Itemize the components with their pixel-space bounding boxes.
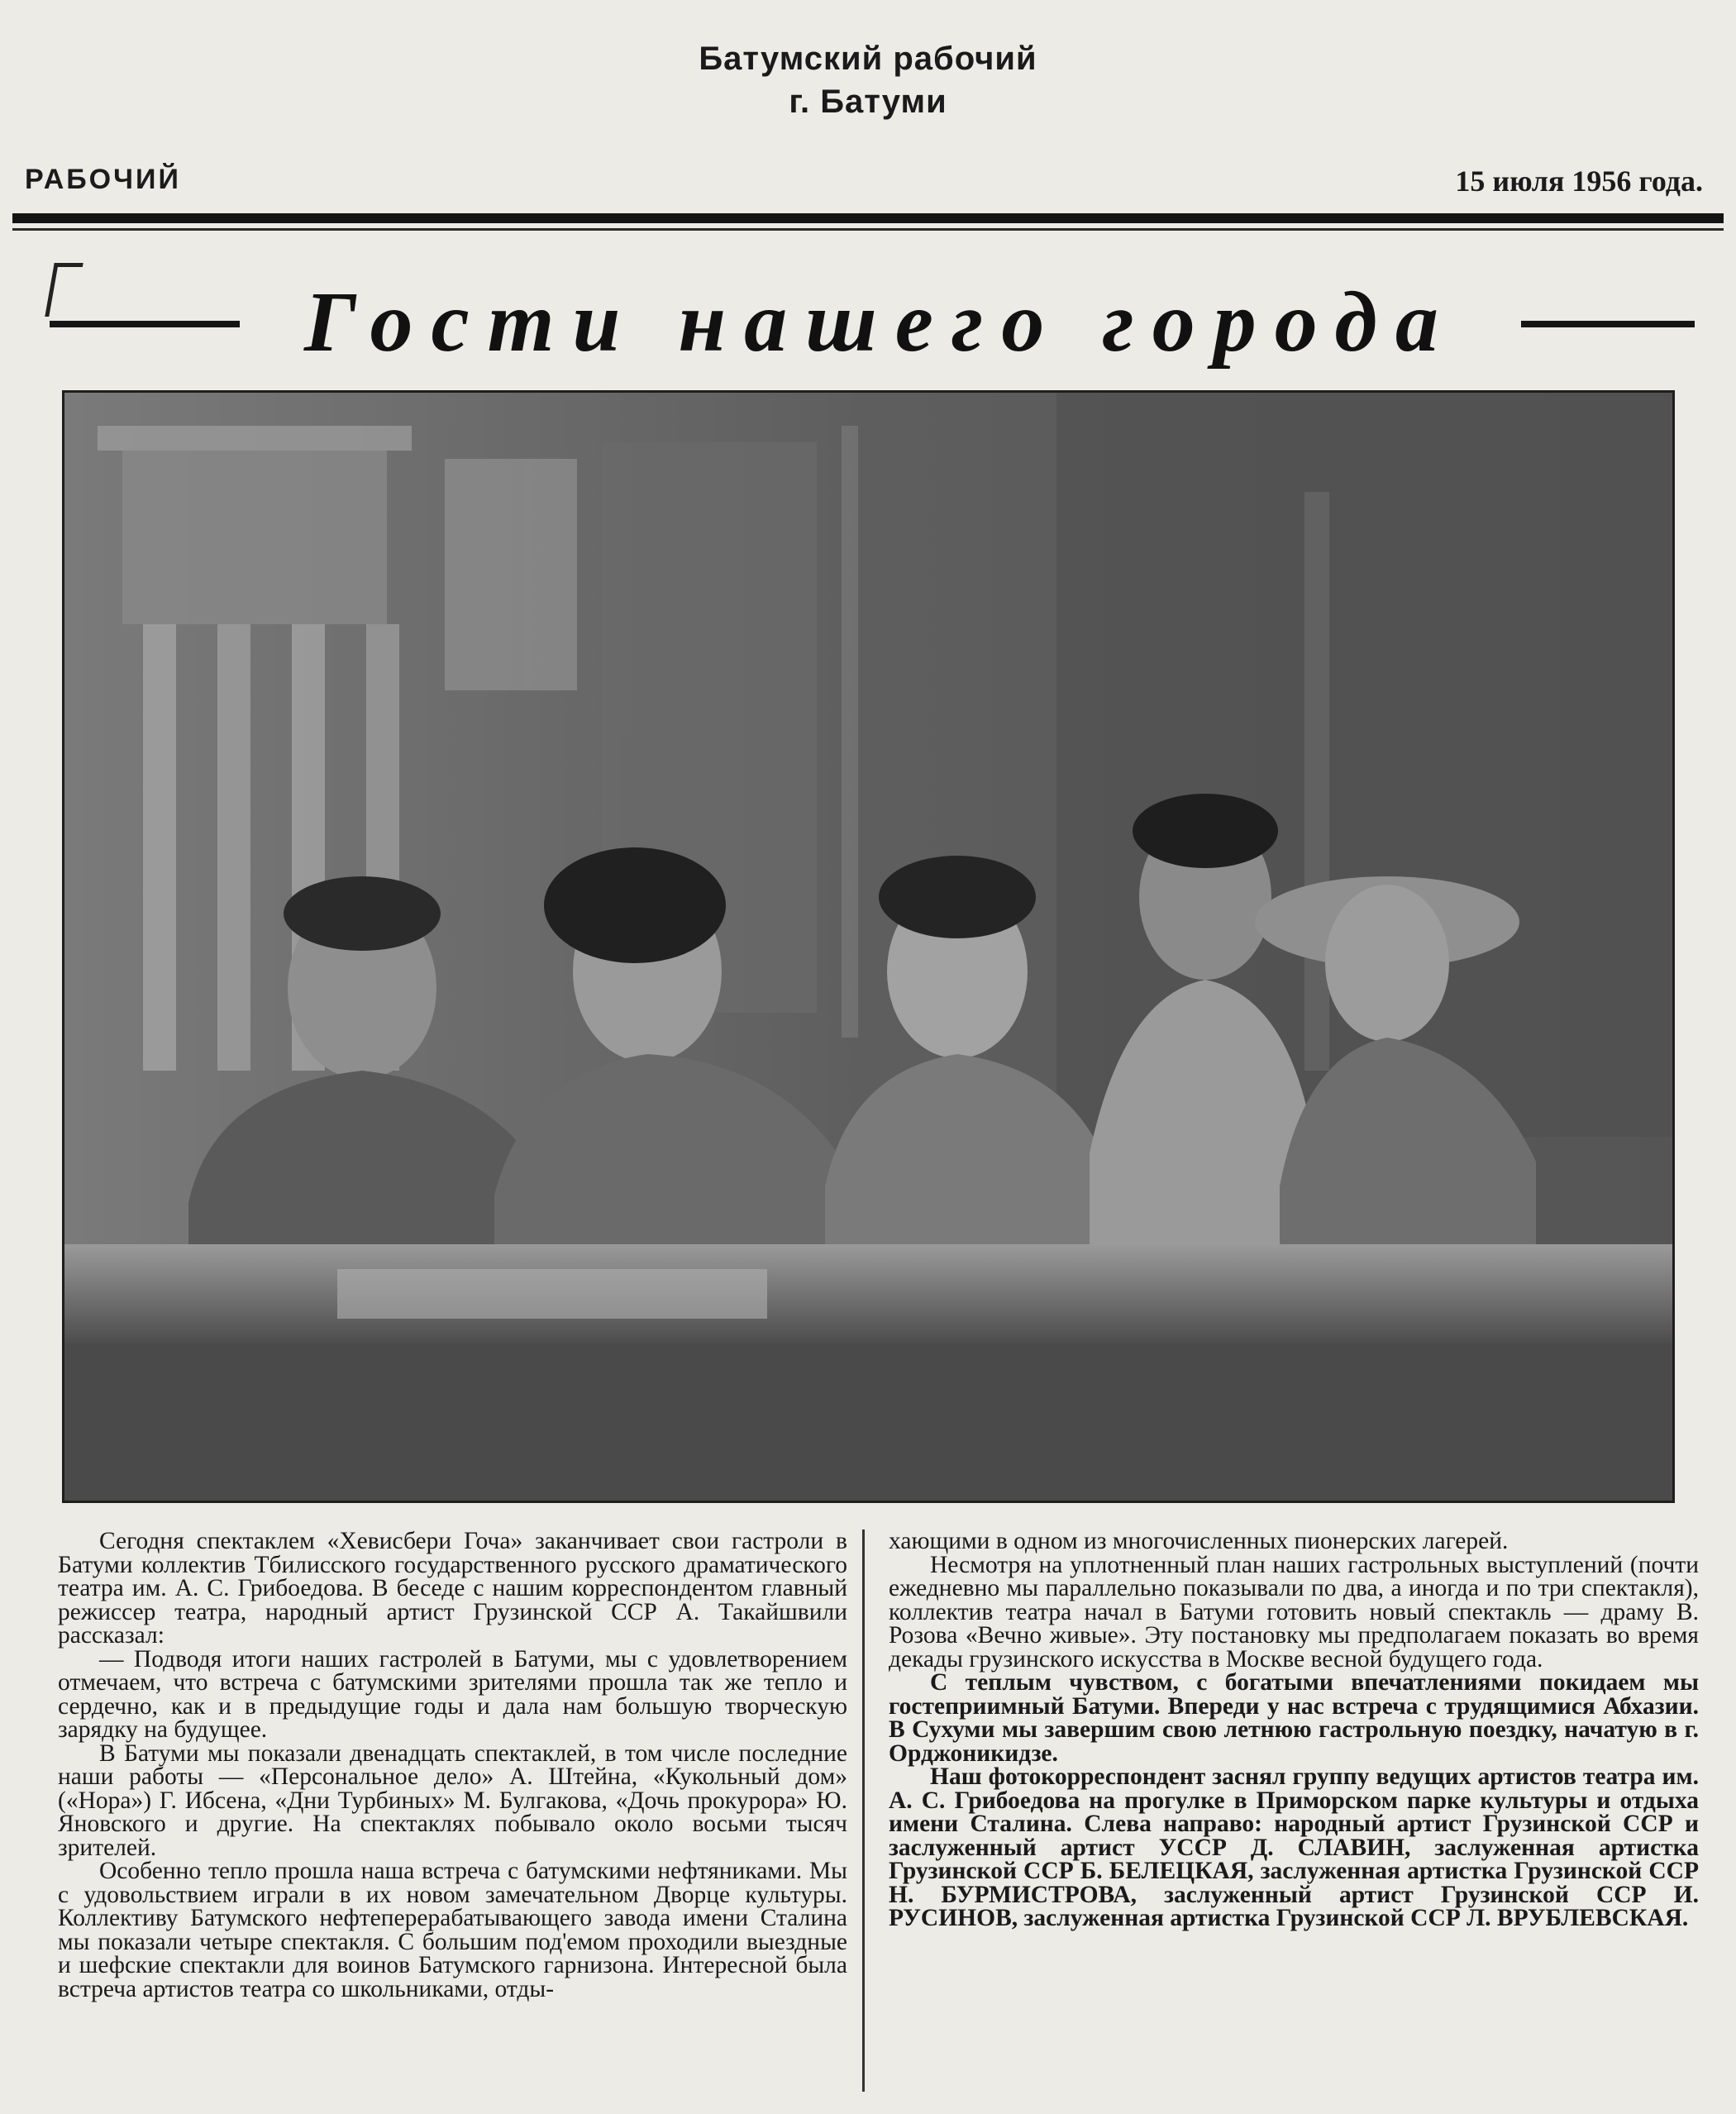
article-paragraph: Особенно тепло прошла наша встреча с батумскими нефтяниками. Мы с удовольствием играли в их новом замечательном Дворце культуры. Коллективу Батумского нефтеперерабатывающего завода имени Сталина мы показали четыре спектакля. С большим под'емом проходили выездные и шефские спектакли для воинов Батумского гарнизона. Интересной была встреча артистов театра со школьниками, отды- — [58, 1858, 847, 2002]
column-divider — [862, 1529, 865, 2092]
article-paragraph: хающими в одном из многочисленных пионерских лагерей. — [889, 1528, 1509, 1554]
stone-railing — [64, 1244, 1672, 1343]
masthead — [0, 37, 1736, 123]
article-column-left — [58, 1529, 847, 2001]
headline: Гости нашего города — [304, 274, 1457, 370]
article-paragraph: В Батуми мы показали двенадцать спектаклей, в том числе последние наши работы — «Персональное дело» А. Штейна, «Кукольный дом» («Нора») Г. Ибсена, «Дни Турбиных» М. Булгакова, «Дочь прокурора» Ю. Яновского и другие. На спектаклях побывало около восьми тысяч зрителей. — [58, 1739, 847, 1861]
group-photo — [62, 390, 1675, 1503]
headline-rule-left — [50, 321, 240, 327]
article-paragraph: Сегодня спектаклем «Хевисбери Гоча» заканчивает свои гастроли в Батуми коллектив Тбилисского государственного русского драматического театра им. А. С. Грибоедова. В беседе с нашим корреспондентом главный режиссер театра, народный артист Грузинской ССР А. Такайшвили рассказал: — [58, 1528, 847, 1649]
newspaper-city: г. Батуми — [789, 84, 947, 120]
photo-illustration — [64, 393, 1672, 1501]
article-paragraph: — Подводя итоги наших гастролей в Батуми, мы с удовлетворением отмечаем, что встреча с батумскими зрителями прошла так же тепло и сердечно, как и в предыдущие годы и дала нам большую творческую зарядку на будущее. — [58, 1645, 847, 1743]
issue-date: 15 июля 1956 года. — [1455, 165, 1703, 198]
masthead-rule-thick — [12, 213, 1724, 223]
headline-rule-right — [1521, 321, 1695, 327]
headline-row — [50, 273, 1695, 372]
article-column-right — [889, 1529, 1699, 1930]
masthead-left-label: РАБОЧИЙ — [25, 164, 181, 195]
photo-caption: Наш фотокорреспондент заснял группу ведущих артистов театра им. А. С. Грибоедова на прогулке в Приморском парке культуры и отдыха имени Сталина. Слева направо: народный артист Грузинской ССР и заслуженный артист УССР Д. СЛАВИН, заслуженная артистка Грузинской ССР Б. БЕЛЕЦКАЯ, заслуженная артистка Грузинской ССР Н. БУРМИСТРОВА, заслуженный артист Грузинской ССР И. РУСИНОВ, заслуженная артистка Грузинской ССР Л. ВРУБЛЕВСКАЯ. — [889, 1763, 1699, 1931]
article-paragraph: С теплым чувством, с богатыми впечатлениями покидаем мы гостеприимный Батуми. Впереди у нас встреча с трудящимися Абхазии. В Сухуми мы завершим свою летнюю гастрольную поездку, начатую в г. Орджоникидзе. — [889, 1669, 1699, 1767]
article-body — [58, 1529, 1699, 2092]
masthead-rule-thin — [12, 228, 1724, 231]
newspaper-name: Батумский рабочий — [699, 41, 1037, 77]
article-paragraph: Несмотря на уплотненный план наших гастрольных выступлений (почти ежедневно мы параллельно показывали по два, а иногда и по три спектакля), коллектив театра начал в Батуми готовить новый спектакль — драму В. Розова «Вечно живые». Эту постановку мы предполагаем показать во время декады грузинского искусства в Москве весной будущего года. — [889, 1551, 1699, 1673]
